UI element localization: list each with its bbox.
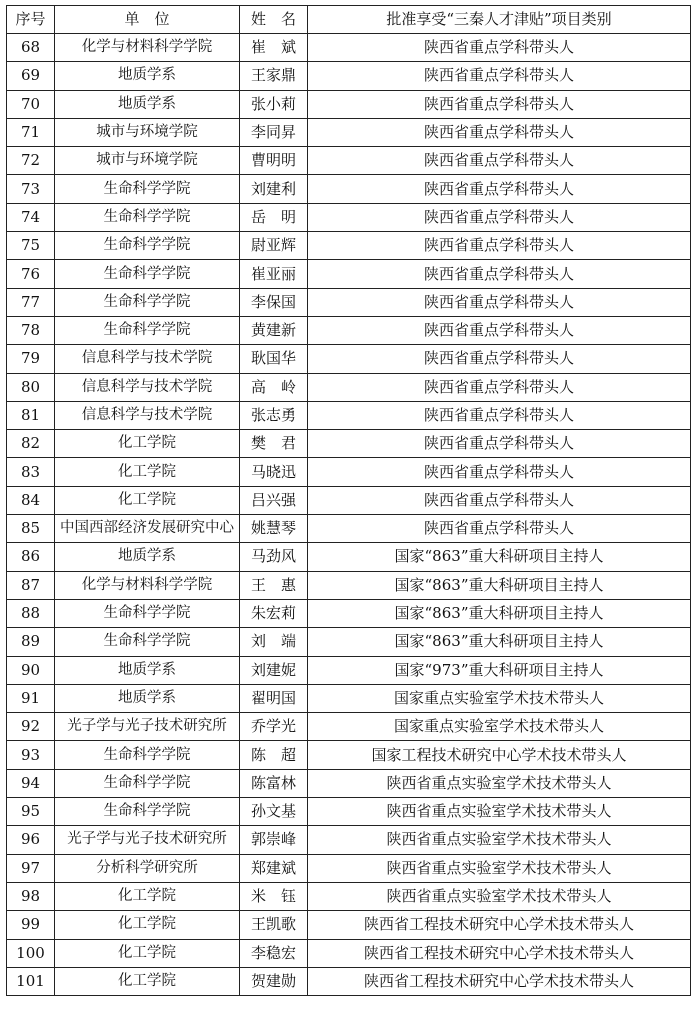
table-header-row: [7, 6, 691, 34]
cell-category: 陕西省重点学科带头人: [308, 260, 691, 288]
cell-category: 陕西省重点学科带头人: [308, 90, 691, 118]
cell-category: 陕西省重点学科带头人: [308, 316, 691, 344]
cell-no: 71: [7, 118, 55, 146]
cell-no: 81: [7, 401, 55, 429]
table-row: [7, 260, 691, 288]
cell-no: 87: [7, 571, 55, 599]
cell-category: 陕西省重点实验室学术技术带头人: [308, 882, 691, 910]
cell-name: 马劲风: [240, 543, 308, 571]
cell-name: 吕兴强: [240, 486, 308, 514]
cell-unit: 化学与材料科学学院: [55, 34, 240, 62]
cell-unit: 地质学系: [55, 62, 240, 90]
table-row: [7, 401, 691, 429]
cell-no: 90: [7, 656, 55, 684]
table-row: [7, 769, 691, 797]
cell-no: 74: [7, 203, 55, 231]
cell-category: 国家工程技术研究中心学术技术带头人: [308, 741, 691, 769]
table-row: [7, 345, 691, 373]
cell-name: 张志勇: [240, 401, 308, 429]
cell-category: 陕西省重点学科带头人: [308, 34, 691, 62]
cell-no: 80: [7, 373, 55, 401]
cell-category: 陕西省重点实验室学术技术带头人: [308, 854, 691, 882]
cell-no: 82: [7, 430, 55, 458]
cell-category: 陕西省重点学科带头人: [308, 430, 691, 458]
cell-name: 刘建妮: [240, 656, 308, 684]
table-row: [7, 175, 691, 203]
table-row: [7, 882, 691, 910]
header-unit: 单 位: [55, 6, 240, 34]
cell-no: 85: [7, 515, 55, 543]
cell-name: 刘 端: [240, 628, 308, 656]
cell-category: 陕西省重点实验室学术技术带头人: [308, 798, 691, 826]
cell-no: 76: [7, 260, 55, 288]
cell-category: 国家“863”重大科研项目主持人: [308, 571, 691, 599]
cell-name: 翟明国: [240, 684, 308, 712]
cell-no: 98: [7, 882, 55, 910]
cell-name: 刘建利: [240, 175, 308, 203]
cell-category: 陕西省工程技术研究中心学术技术带头人: [308, 911, 691, 939]
table-row: [7, 515, 691, 543]
cell-no: 78: [7, 316, 55, 344]
cell-unit: 生命科学学院: [55, 628, 240, 656]
cell-category: 陕西省重点学科带头人: [308, 373, 691, 401]
cell-category: 陕西省重点实验室学术技术带头人: [308, 826, 691, 854]
cell-category: 国家“973”重大科研项目主持人: [308, 656, 691, 684]
cell-name: 李稳宏: [240, 939, 308, 967]
table-row: [7, 967, 691, 995]
table-row: [7, 430, 691, 458]
cell-unit: 生命科学学院: [55, 232, 240, 260]
cell-no: 79: [7, 345, 55, 373]
cell-category: 陕西省工程技术研究中心学术技术带头人: [308, 967, 691, 995]
cell-name: 朱宏莉: [240, 599, 308, 627]
talent-allowance-table: [6, 5, 691, 996]
cell-unit: 生命科学学院: [55, 203, 240, 231]
cell-category: 国家“863”重大科研项目主持人: [308, 628, 691, 656]
cell-no: 70: [7, 90, 55, 118]
cell-category: 陕西省重点学科带头人: [308, 147, 691, 175]
table-row: [7, 288, 691, 316]
cell-no: 97: [7, 854, 55, 882]
cell-no: 73: [7, 175, 55, 203]
table-row: [7, 826, 691, 854]
table-row: [7, 798, 691, 826]
cell-name: 樊 君: [240, 430, 308, 458]
cell-category: 国家“863”重大科研项目主持人: [308, 543, 691, 571]
cell-no: 89: [7, 628, 55, 656]
cell-category: 陕西省重点学科带头人: [308, 345, 691, 373]
header-category: 批准享受“三秦人才津贴”项目类别: [308, 6, 691, 34]
cell-no: 92: [7, 713, 55, 741]
cell-name: 张小莉: [240, 90, 308, 118]
table-row: [7, 656, 691, 684]
cell-category: 陕西省重点学科带头人: [308, 203, 691, 231]
header-no: 序号: [7, 6, 55, 34]
cell-unit: 化工学院: [55, 430, 240, 458]
cell-unit: 化工学院: [55, 967, 240, 995]
cell-category: 陕西省重点学科带头人: [308, 232, 691, 260]
cell-unit: 化工学院: [55, 939, 240, 967]
cell-name: 郭崇峰: [240, 826, 308, 854]
table-row: [7, 599, 691, 627]
table-row: [7, 147, 691, 175]
cell-category: 国家“863”重大科研项目主持人: [308, 599, 691, 627]
cell-no: 95: [7, 798, 55, 826]
cell-name: 米 钰: [240, 882, 308, 910]
cell-unit: 生命科学学院: [55, 316, 240, 344]
cell-no: 72: [7, 147, 55, 175]
cell-no: 93: [7, 741, 55, 769]
table-row: [7, 118, 691, 146]
cell-name: 黄建新: [240, 316, 308, 344]
cell-name: 陈富林: [240, 769, 308, 797]
cell-name: 王 惠: [240, 571, 308, 599]
table-row: [7, 486, 691, 514]
cell-unit: 生命科学学院: [55, 798, 240, 826]
cell-unit: 生命科学学院: [55, 599, 240, 627]
table-row: [7, 90, 691, 118]
cell-no: 86: [7, 543, 55, 571]
table-row: [7, 316, 691, 344]
table-row: [7, 62, 691, 90]
cell-no: 69: [7, 62, 55, 90]
cell-name: 姚慧琴: [240, 515, 308, 543]
table-row: [7, 34, 691, 62]
cell-name: 王家鼎: [240, 62, 308, 90]
table-row: [7, 543, 691, 571]
cell-unit: 城市与环境学院: [55, 118, 240, 146]
cell-category: 陕西省重点学科带头人: [308, 288, 691, 316]
cell-name: 李保国: [240, 288, 308, 316]
cell-no: 77: [7, 288, 55, 316]
table-row: [7, 458, 691, 486]
cell-category: 陕西省重点学科带头人: [308, 515, 691, 543]
cell-unit: 生命科学学院: [55, 769, 240, 797]
cell-unit: 地质学系: [55, 90, 240, 118]
cell-no: 75: [7, 232, 55, 260]
table-row: [7, 628, 691, 656]
cell-unit: 生命科学学院: [55, 741, 240, 769]
cell-unit: 光子学与光子技术研究所: [55, 713, 240, 741]
cell-name: 孙文基: [240, 798, 308, 826]
cell-name: 贺建勋: [240, 967, 308, 995]
cell-unit: 化工学院: [55, 911, 240, 939]
cell-unit: 地质学系: [55, 656, 240, 684]
cell-no: 83: [7, 458, 55, 486]
table-body: [7, 34, 691, 996]
cell-unit: 生命科学学院: [55, 260, 240, 288]
cell-name: 崔 斌: [240, 34, 308, 62]
cell-no: 100: [7, 939, 55, 967]
cell-category: 陕西省重点学科带头人: [308, 486, 691, 514]
cell-no: 94: [7, 769, 55, 797]
cell-unit: 化学与材料科学学院: [55, 571, 240, 599]
cell-unit: 地质学系: [55, 684, 240, 712]
cell-unit: 信息科学与技术学院: [55, 373, 240, 401]
table-row: [7, 939, 691, 967]
cell-unit: 城市与环境学院: [55, 147, 240, 175]
cell-category: 陕西省重点学科带头人: [308, 401, 691, 429]
cell-category: 陕西省重点学科带头人: [308, 118, 691, 146]
cell-no: 96: [7, 826, 55, 854]
cell-unit: 光子学与光子技术研究所: [55, 826, 240, 854]
table-row: [7, 854, 691, 882]
cell-no: 91: [7, 684, 55, 712]
cell-name: 耿国华: [240, 345, 308, 373]
cell-name: 王凯歌: [240, 911, 308, 939]
cell-name: 高 岭: [240, 373, 308, 401]
cell-name: 陈 超: [240, 741, 308, 769]
cell-category: 国家重点实验室学术技术带头人: [308, 713, 691, 741]
cell-category: 陕西省重点学科带头人: [308, 62, 691, 90]
cell-name: 郑建斌: [240, 854, 308, 882]
cell-unit: 化工学院: [55, 882, 240, 910]
cell-name: 李同昇: [240, 118, 308, 146]
table-row: [7, 373, 691, 401]
table-row: [7, 571, 691, 599]
cell-name: 尉亚辉: [240, 232, 308, 260]
table-row: [7, 232, 691, 260]
cell-unit: 化工学院: [55, 486, 240, 514]
cell-no: 101: [7, 967, 55, 995]
cell-category: 陕西省工程技术研究中心学术技术带头人: [308, 939, 691, 967]
table-row: [7, 203, 691, 231]
cell-no: 84: [7, 486, 55, 514]
cell-unit: 生命科学学院: [55, 288, 240, 316]
cell-unit: 生命科学学院: [55, 175, 240, 203]
cell-name: 马晓迅: [240, 458, 308, 486]
table-row: [7, 713, 691, 741]
cell-unit: 信息科学与技术学院: [55, 401, 240, 429]
cell-name: 岳 明: [240, 203, 308, 231]
table-row: [7, 684, 691, 712]
cell-no: 99: [7, 911, 55, 939]
cell-unit: 化工学院: [55, 458, 240, 486]
cell-category: 国家重点实验室学术技术带头人: [308, 684, 691, 712]
cell-category: 陕西省重点学科带头人: [308, 175, 691, 203]
table-row: [7, 741, 691, 769]
cell-name: 乔学光: [240, 713, 308, 741]
cell-category: 陕西省重点实验室学术技术带头人: [308, 769, 691, 797]
table-row: [7, 911, 691, 939]
cell-unit: 中国西部经济发展研究中心: [55, 515, 240, 543]
cell-no: 88: [7, 599, 55, 627]
cell-name: 曹明明: [240, 147, 308, 175]
header-name: 姓 名: [240, 6, 308, 34]
cell-name: 崔亚丽: [240, 260, 308, 288]
cell-category: 陕西省重点学科带头人: [308, 458, 691, 486]
cell-unit: 信息科学与技术学院: [55, 345, 240, 373]
cell-unit: 地质学系: [55, 543, 240, 571]
cell-unit: 分析科学研究所: [55, 854, 240, 882]
cell-no: 68: [7, 34, 55, 62]
